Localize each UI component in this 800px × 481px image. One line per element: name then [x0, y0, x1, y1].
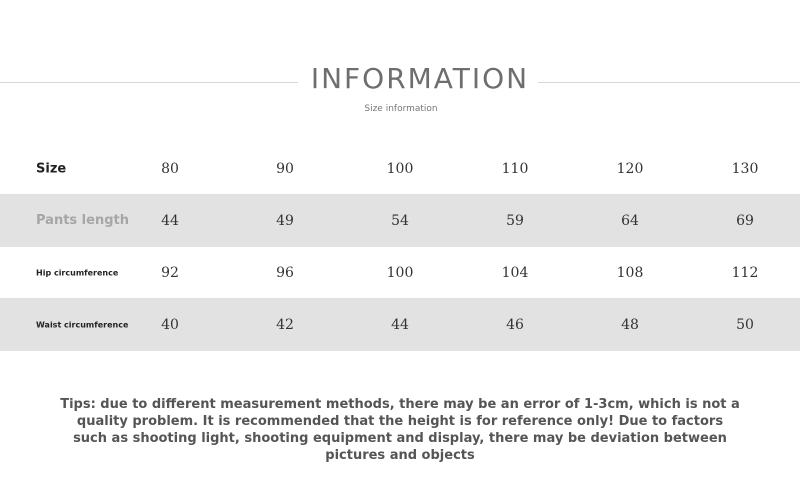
- table-cell: 46: [506, 316, 524, 333]
- table-cell: 48: [621, 316, 639, 333]
- table-cell: 44: [161, 212, 179, 229]
- table-cell: 96: [276, 264, 294, 281]
- table-cell: 110: [501, 160, 529, 177]
- row-label: Pants length: [36, 212, 129, 228]
- row-label: Size: [36, 161, 67, 176]
- table-cell: 80: [161, 160, 179, 177]
- table-cell: 54: [391, 212, 409, 229]
- row-label: Hip circumference: [36, 268, 119, 277]
- table-cell: 50: [736, 316, 754, 333]
- table-cell: 42: [276, 316, 294, 333]
- table-cell: 100: [386, 160, 414, 177]
- page-title: INFORMATION: [310, 62, 530, 95]
- page-subtitle: Size information: [364, 104, 438, 114]
- size-table: [0, 143, 800, 351]
- table-cell: 69: [736, 212, 754, 229]
- table-cell: 100: [386, 264, 414, 281]
- table-row-size: [0, 143, 800, 194]
- table-cell: 64: [621, 212, 639, 229]
- table-cell: 90: [276, 160, 294, 177]
- tips-text: Tips: due to different measurement methods, there may be an error of 1-3cm, which is not a quality problem. It is recommended that the height is for reference only! Due to factors such as shooting light, shooting equipment and display, there may be deviation between pictures and objects: [60, 397, 740, 463]
- table-row-waist-circumference: [0, 298, 800, 351]
- table-cell: 44: [391, 316, 409, 333]
- table-cell: 40: [161, 316, 179, 333]
- table-row-pants-length: [0, 194, 800, 247]
- table-row-hip-circumference: [0, 247, 800, 298]
- table-cell: 49: [276, 212, 294, 229]
- table-cell: 59: [506, 212, 524, 229]
- table-cell: 92: [161, 264, 179, 281]
- table-cell: 112: [731, 264, 759, 281]
- table-cell: 104: [501, 264, 529, 281]
- table-cell: 108: [616, 264, 644, 281]
- table-cell: 120: [616, 160, 644, 177]
- row-label: Waist circumference: [36, 320, 129, 329]
- table-cell: 130: [731, 160, 759, 177]
